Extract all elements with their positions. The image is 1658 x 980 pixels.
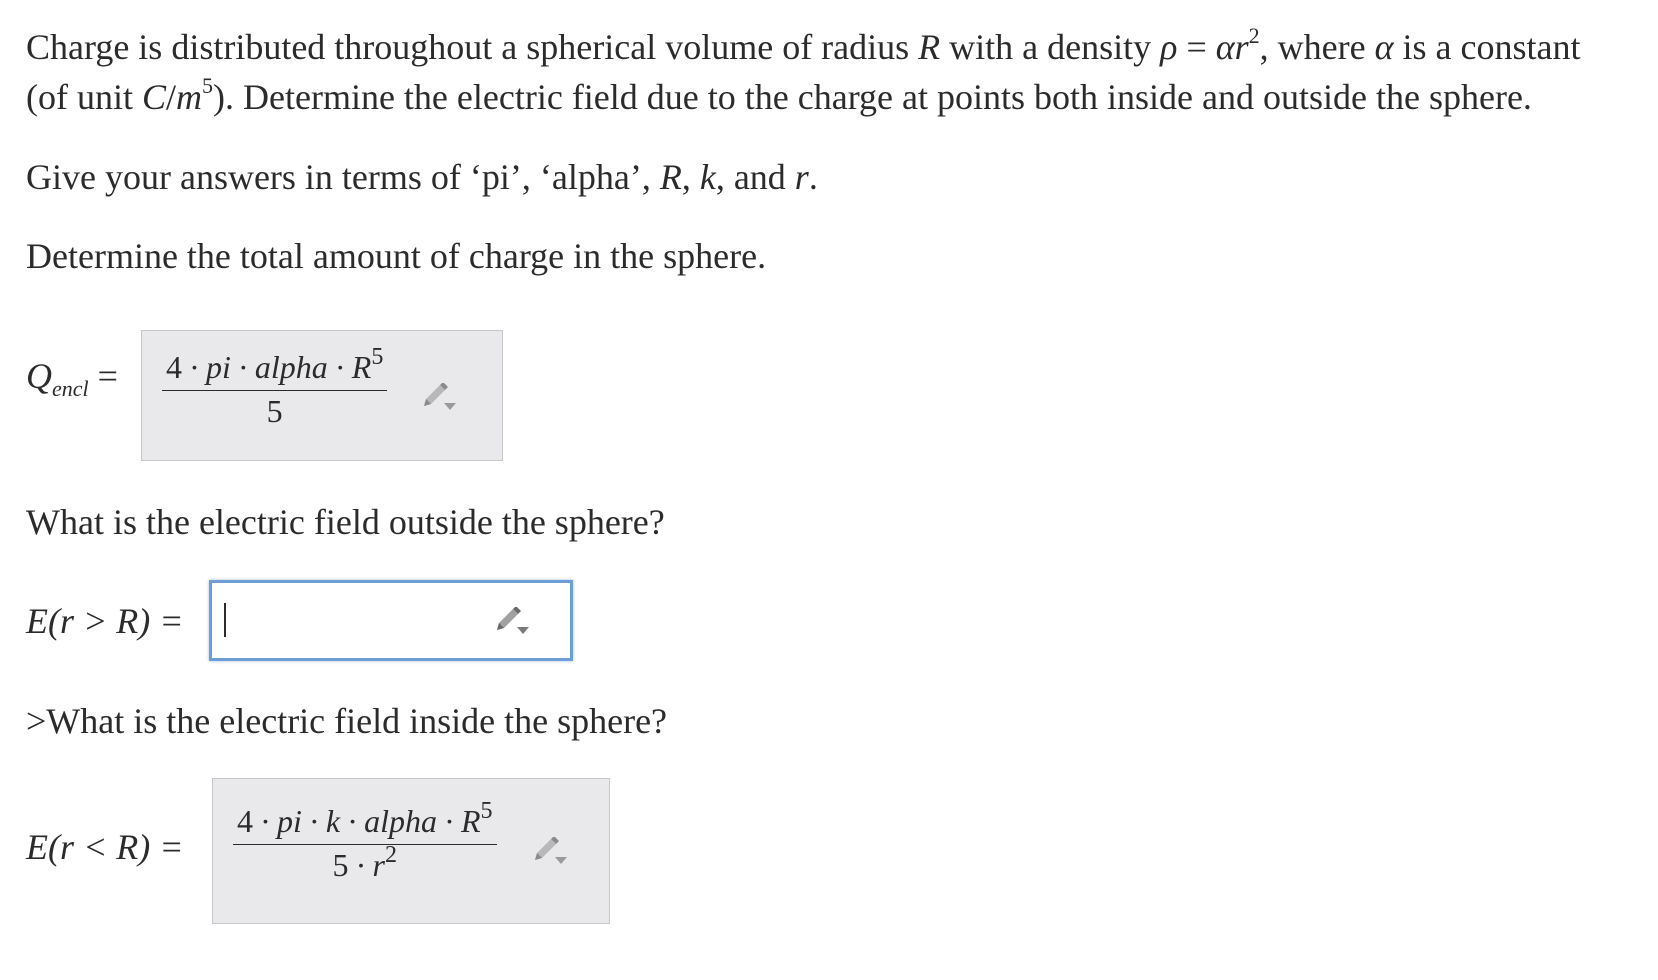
problem-line-1: Charge is distributed throughout a spherical volume of radius R with a density $\rho = \alpha r^2$, where α is a constant xyxy=(26,23,1581,67)
q3-answer-box[interactable] xyxy=(212,778,610,924)
q3-fraction xyxy=(233,798,497,884)
q2-answer-input[interactable] xyxy=(209,580,573,661)
q1-answer-box[interactable] xyxy=(141,330,503,461)
q1-denominator: 5 xyxy=(266,393,283,429)
e-outside-label: E(r > R) = xyxy=(26,601,184,641)
instructions: Give your answers in terms of ‘pi’, ‘alpha’, R, k, and r. xyxy=(26,157,818,197)
pencil-dropdown-icon[interactable] xyxy=(531,837,569,867)
problem-line-2: (of unit $C/m^5$). Determine the electric field due to the charge at points both inside and outside the sphere. xyxy=(26,73,1532,117)
question-3-prompt: >What is the electric field inside the sphere? xyxy=(26,701,668,741)
e-inside-label: E(r < R) = xyxy=(26,827,184,867)
q-encl-label: $Q_{encl}$ = xyxy=(26,356,118,401)
question-2-prompt: What is the electric field outside the sphere? xyxy=(26,502,665,542)
question-1-prompt: Determine the total amount of charge in the sphere. xyxy=(26,236,767,276)
pencil-dropdown-icon[interactable] xyxy=(493,607,531,637)
q1-numerator: 4 · pi · alpha · $R^5$ xyxy=(162,349,387,391)
q3-denominator: $5 \cdot r^2$ xyxy=(332,842,397,883)
q3-numerator: 4 · pi · k · alpha · $R^5$ xyxy=(233,803,497,845)
text-cursor xyxy=(224,603,226,637)
pencil-dropdown-icon[interactable] xyxy=(420,383,458,413)
q1-fraction xyxy=(162,344,387,430)
